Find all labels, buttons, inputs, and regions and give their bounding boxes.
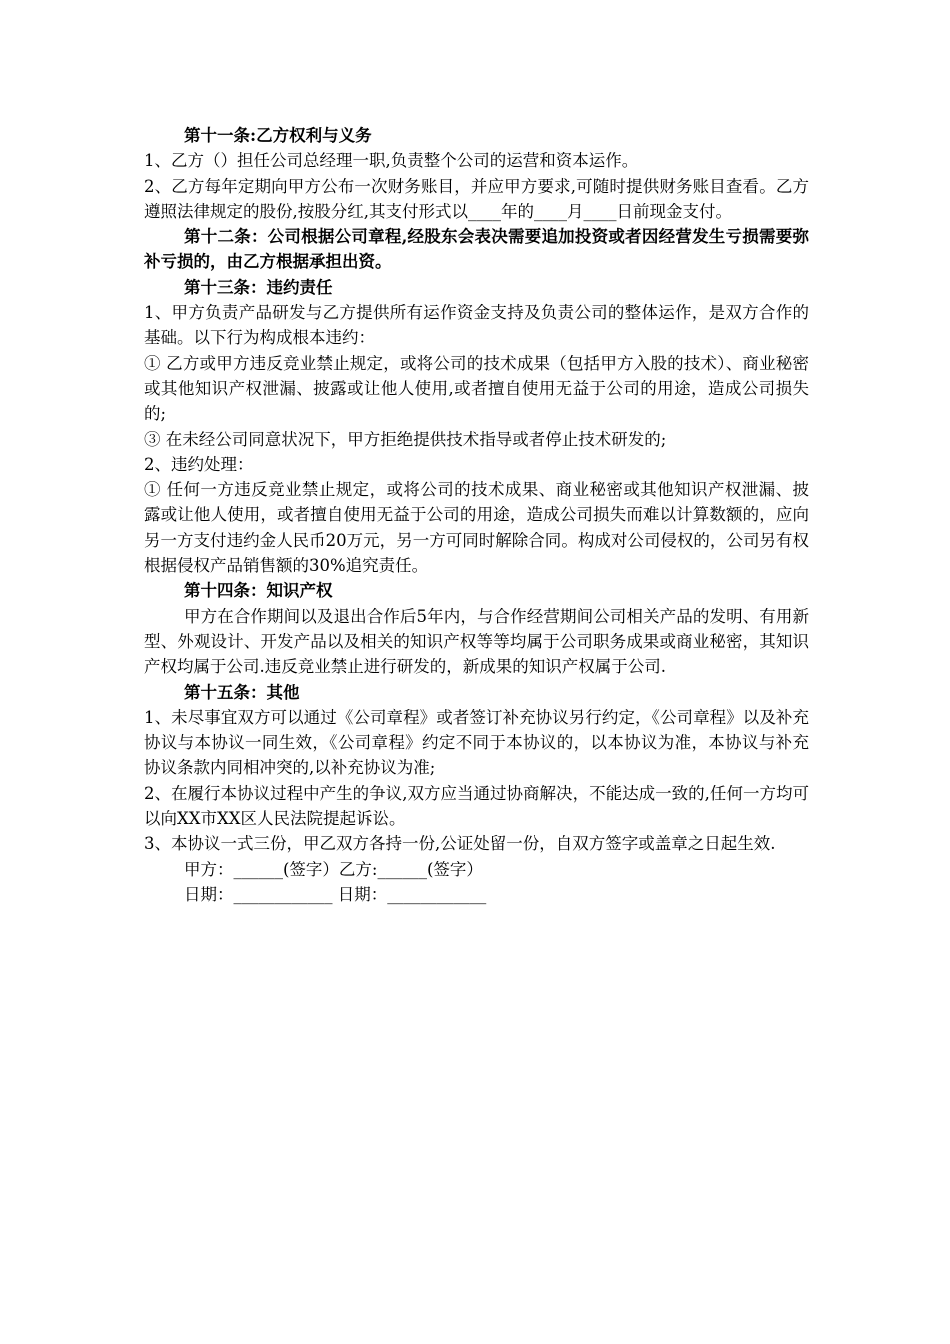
signature-line: 甲方：______(签字）乙方:______(签字） <box>184 859 483 879</box>
date-line: 日期：____________ 日期：____________ <box>184 884 487 904</box>
article-15-clause-3: 3、本协议一式三份，甲乙双方各持一份,公证处留一份，自双方签字或盖章之日起生效. <box>144 834 776 854</box>
article-15-clause-2: 2、在履行本协议过程中产生的争议,双方应当通过协商解决，不能达成一致的,任何一方均可以向XX市XX区人民法院提起诉讼。 <box>144 783 809 829</box>
article-12-heading: 第十二条：公司根据公司章程,经股东会表决需要追加投资或者因经营发生亏损需要弥补亏损的，由乙方根据承担出资。 <box>144 227 809 272</box>
article-13-item-3: ③ 在未经公司同意状况下，甲方拒绝提供技术指导或者停止技术研发的; <box>144 429 667 449</box>
article-13-heading: 第十三条：违约责任 <box>184 277 333 297</box>
article-13-clause-2: 2、违约处理： <box>144 454 254 474</box>
article-11-heading: 第十一条:乙方权利与义务 <box>184 126 372 145</box>
article-14-heading: 第十四条：知识产权 <box>184 581 333 601</box>
article-15-clause-1: 1、未尽事宜双方可以通过《公司章程》或者签订补充协议另行约定，《公司章程》以及补充协议与本协议一同生效，《公司章程》约定不同于本协议的，以本协议为准，本协议与补充协议条款内同相冲突的,以补充协议为准; <box>144 707 809 778</box>
article-14-body: 甲方在合作期间以及退出合作后5年内，与合作经营期间公司相关产品的发明、有用新型、外观设计、开发产品以及相关的知识产权等等均属于公司职务成果或商业秘密，其知识产权均属于公司.违反竞业禁止进行研发的，新成果的知识产权属于公司. <box>144 606 809 677</box>
article-11-clause-1: 1、乙方（）担任公司总经理一职,负责整个公司的运营和资本运作。 <box>144 151 639 171</box>
article-13-clause-1: 1、甲方负责产品研发与乙方提供所有运作资金支持及负责公司的整体运作，是双方合作的基础。以下行为构成根本违约： <box>144 303 809 348</box>
article-13-item-1: ① 乙方或甲方违反竞业禁止规定，或将公司的技术成果（包括甲方入股的技术）、商业秘密或其他知识产权泄漏、披露或让他人使用,或者擅自使用无益于公司的用途，造成公司损失的; <box>144 353 809 424</box>
contract-page <box>144 123 809 907</box>
article-15-heading: 第十五条：其他 <box>184 682 300 702</box>
article-11-clause-2: 2、乙方每年定期向甲方公布一次财务账目，并应甲方要求,可随时提供财务账目查看。乙方遵照法律规定的股份,按股分红,其支付形式以____年的____月____日前现金支付。 <box>144 176 809 221</box>
article-13-breach-item-1: ① 任何一方违反竞业禁止规定，或将公司的技术成果、商业秘密或其他知识产权泄漏、披露或让他人使用，或者擅自使用无益于公司的用途，造成公司损失而难以计算数额的，应向另一方支付违约金人民币20万元，另一方可同时解除合同。构成对公司侵权的，公司另有权根据侵权产品销售额的30%追究责任。 <box>144 480 809 576</box>
